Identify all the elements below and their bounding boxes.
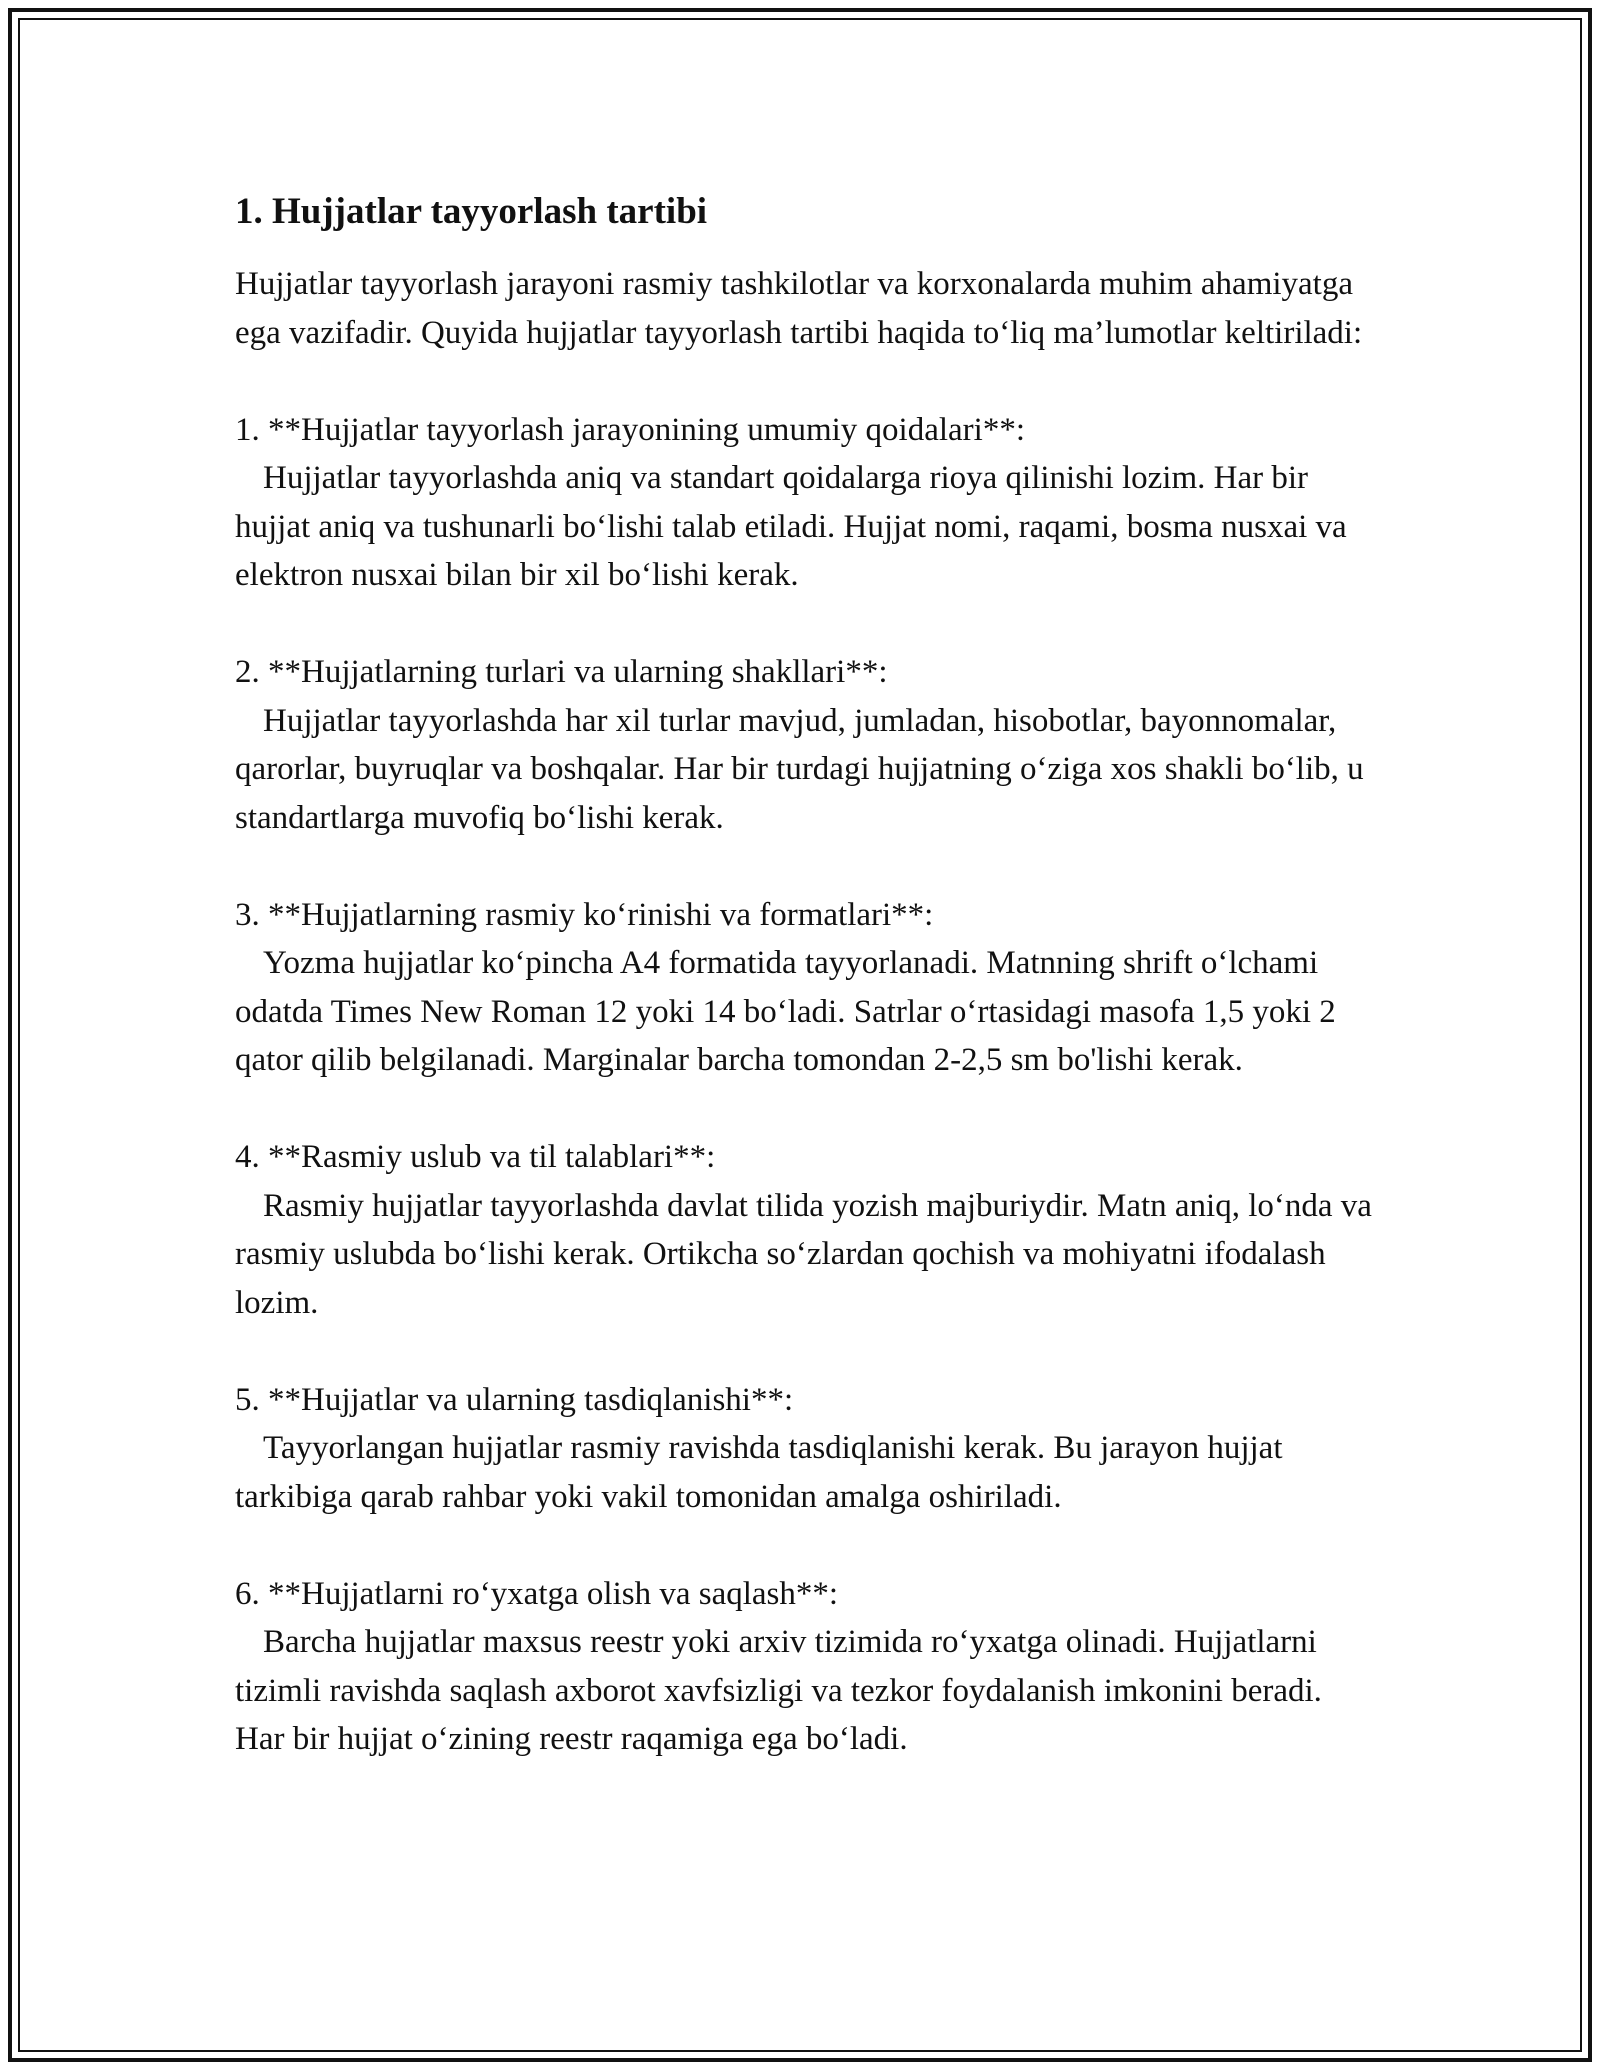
document-title: 1. Hujjatlar tayyorlash tartibi [235,191,708,232]
section-1 [235,406,1375,600]
section-3 [235,891,1375,1085]
section-heading: 2. **Hujjatlarning turlari va ularning shakllari**: [235,654,888,690]
section-heading: 6. **Hujjatlarni ro‘yxatga olish va saqlash**: [235,1575,839,1612]
section-body: Hujjatlar tayyorlashda aniq va standart qoidalarga rioya qilinishi lozim. Har bir hujjat aniq va tushunarli bo‘lishi talab etiladi. Hujjat nomi, raqami, bosma nusxai va elektron nusxai bilan bir xil bo‘lishi kerak. [235,460,1347,593]
document-content [235,188,1375,1812]
section-body: Barcha hujjatlar maxsus reestr yoki arxiv tizimida ro‘yxatga olinadi. Hujjatlarni tizimli ravishda saqlash axborot xavfsizligi va tezkor foydalanish imkonini beradi. Har bir hujjat o‘zining reestr raqamiga ega bo‘ladi. [235,1624,1322,1757]
section-body: Rasmiy hujjatlar tayyorlashda davlat tilida yozish majburiydir. Matn aniq, lo‘nda va rasmiy uslubda bo‘lishi kerak. Ortikcha so‘zlardan qochish va mohiyatni ifodalash lozim. [235,1187,1372,1321]
section-heading: 3. **Hujjatlarning rasmiy ko‘rinishi va formatlari**: [235,896,934,933]
section-heading: 4. **Rasmiy uslub va til talablari**: [235,1139,716,1175]
section-4 [235,1133,1375,1327]
section-body: Hujjatlar tayyorlashda har xil turlar mavjud, jumladan, hisobotlar, bayonnomalar, qarorlar, buyruqlar va boshqalar. Har bir turdagi hujjatning o‘ziga xos shakli bo‘lib, u standartlarga muvofiq bo‘lishi kerak. [235,702,1364,836]
section-heading: 5. **Hujjatlar va ularning tasdiqlanishi**: [235,1381,794,1418]
section-6 [235,1570,1375,1764]
section-body: Tayyorlangan hujjatlar rasmiy ravishda tasdiqlanishi kerak. Bu jarayon hujjat tarkibiga qarab rahbar yoki vakil tomonidan amalga oshiriladi. [235,1430,1283,1515]
section-body: Yozma hujjatlar ko‘pincha A4 formatida tayyorlanadi. Matnning shrift o‘lchami odatda Times New Roman 12 yoki 14 bo‘ladi. Satrlar o‘rtasidagi masofa 1,5 yoki 2 qator qilib belgilanadi. Marginalar barcha tomondan 2-2,5 sm bo'lishi kerak. [235,945,1336,1078]
section-heading: 1. **Hujjatlar tayyorlash jarayonining umumiy qoidalari**: [235,411,1026,448]
section-5 [235,1376,1375,1522]
intro-paragraph: Hujjatlar tayyorlash jarayoni rasmiy tashkilotlar va korxonalarda muhim ahamiyatga ega vazifadir. Quyida hujjatlar tayyorlash tartibi haqida to‘liq ma’lumotlar keltiriladi: [235,266,1363,351]
section-2 [235,648,1375,842]
